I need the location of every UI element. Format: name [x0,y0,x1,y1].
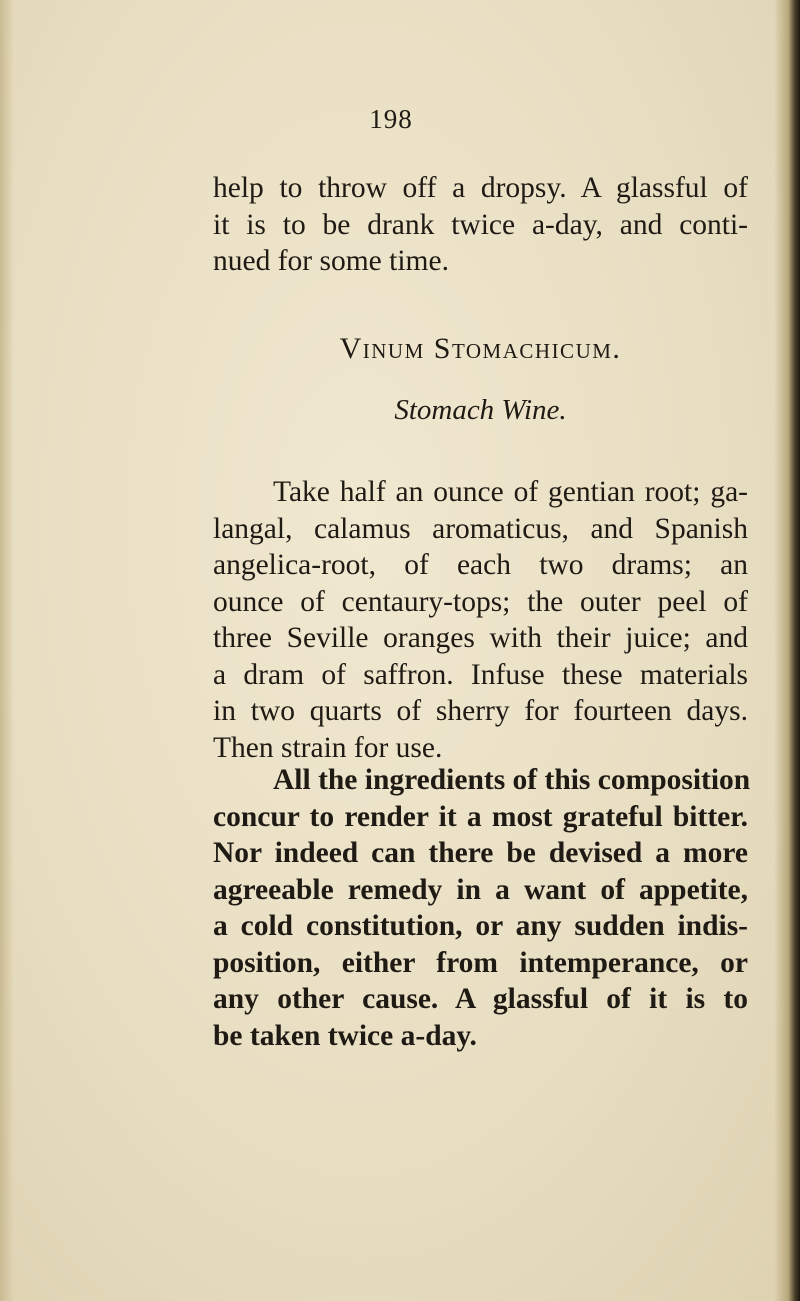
text-line: be taken twice a-day. [213,1019,477,1052]
page-gutter-shadow [0,0,14,1301]
text-line: ounce of centaury-tops; the outer peel of [213,585,748,618]
recipe-paragraph [213,474,748,766]
text-line: Nor indeed can there be devised a more [213,837,748,869]
text-line: All the ingredients of this composition [273,764,751,796]
intro-paragraph [213,170,748,280]
text-line: it is to be drank twice a-day, and conti- [213,208,748,241]
text-line: three Seville oranges with their juice; and [213,622,748,654]
text-line: a cold constitution, or any sudden indis- [213,910,748,942]
page-edge-shadow [774,0,800,1301]
recipe-heading: Vinum Stomachicum. [339,332,622,365]
text-line: a dram of saffron. Infuse these materials [213,658,748,691]
text-line: help to throw off a dropsy. A glassful of [213,172,748,204]
text-line: Then strain for use. [213,731,443,764]
text-line: langal, calamus aromaticus, and Spanish [213,512,748,545]
text-line: angelica-root, of each two drams; an [213,549,748,581]
commentary-paragraph [213,762,751,1054]
recipe-subheading: Stomach Wine. [394,394,567,426]
text-line: concur to render it a most grateful bitter. [213,800,748,833]
text-line: in two quarts of sherry for fourteen days. [213,695,748,727]
text-line: Take half an ounce of gentian root; ga- [273,476,748,508]
text-line: any other cause. A glassful of it is to [213,983,748,1015]
text-line: agreeable remedy in a want of appetite, [213,873,748,906]
text-line: nued for some time. [213,245,449,277]
text-line: position, either from intemperance, or [213,946,748,979]
page-number: 198 [369,104,413,134]
